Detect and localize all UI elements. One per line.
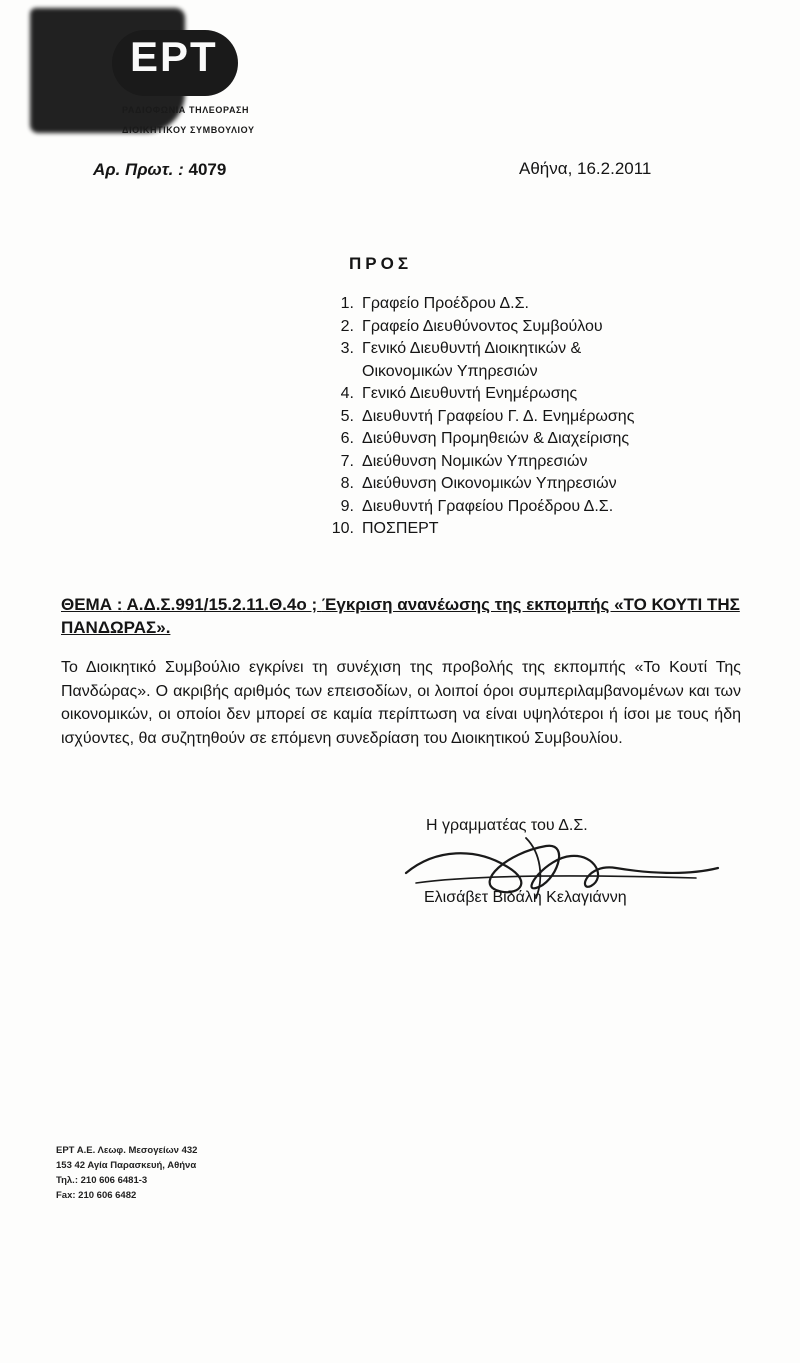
- footer-line: Τηλ.: 210 606 6481-3: [56, 1175, 148, 1186]
- list-item: 1. Γραφείο Προέδρου Δ.Σ.: [340, 295, 529, 312]
- list-item: 6. Διεύθυνση Προμηθειών & Διαχείρισης: [340, 430, 630, 447]
- body-paragraph: Το Διοικητικό Συμβούλιο εγκρίνει τη συνέχιση της προβολής της εκπομπής «Το Κουτί Της Πανδώρας». Ο ακριβής αριθμός των επεισοδίων, οι λοιποί όροι συμπεριλαμβανομένων και των οικονομικών, οι οποίοι δεν μπορεί σε καμία περίπτωση να είναι υψηλότεροι ή ίσοι με τους ήδη ισχύοντες, θα συζητηθούν σε επόμενη συνεδρίαση του Διοικητικού Συμβουλίου.: [61, 659, 741, 747]
- list-item: 10. ΠΟΣΠΕΡΤ: [331, 520, 439, 537]
- signatory-name: Ελισάβετ Βιδάλη Κελαγιάννη: [424, 889, 627, 906]
- list-item: 8. Διεύθυνση Οικονομικών Υπηρεσιών: [340, 475, 617, 492]
- protocol-value: 4079: [188, 160, 227, 179]
- list-item: 2. Γραφείο Διευθύνοντος Συμβούλου: [340, 317, 603, 335]
- recipients-list: [324, 293, 634, 541]
- footer-address: [56, 1143, 197, 1203]
- footer-line: ΕΡΤ Α.Ε. Λεωφ. Μεσογείων 432: [56, 1145, 198, 1156]
- org-name-line2: ΔΙΟΙΚΗΤΙΚΟΥ ΣΥΜΒΟΥΛΙΟΥ: [122, 125, 255, 135]
- signatory-title: Η γραμματέας του Δ.Σ.: [426, 817, 588, 834]
- ert-logo-text: ΕΡΤ: [130, 33, 218, 80]
- list-item: 4. Γενικό Διευθυντή Ενημέρωσης: [340, 385, 578, 402]
- subject-text: Έγκριση ανανέωσης της εκπομπής «ΤΟ ΚΟΥΤΙ ΤΗΣ ΠΑΝΔΩΡΑΣ».: [61, 595, 740, 637]
- protocol-number: [93, 160, 226, 180]
- footer-line: Fax: 210 606 6482: [56, 1190, 137, 1201]
- footer-line: 153 42 Αγία Παρασκευή, Αθήνα: [56, 1160, 197, 1171]
- place-date: Αθήνα, 16.2.2011: [519, 159, 652, 178]
- subject-label: ΘΕΜΑ :: [61, 595, 123, 614]
- subject-line: [61, 593, 741, 639]
- list-item: 7. Διεύθυνση Νομικών Υπηρεσιών: [340, 452, 588, 470]
- subject-reference: Α.Δ.Σ.991/15.2.11.Θ.4ο ;: [126, 595, 318, 614]
- list-item: 5. Διευθυντή Γραφείου Γ. Δ. Ενημέρωσης: [340, 407, 635, 425]
- protocol-label: Αρ. Πρωτ. :: [93, 160, 184, 179]
- list-item: 9. Διευθυντή Γραφείου Προέδρου Δ.Σ.: [340, 497, 614, 515]
- recipients-title: ΠΡΟΣ: [349, 254, 413, 273]
- list-item: 3. Γενικό Διευθυντή Διοικητικών &: [340, 340, 582, 357]
- org-name-line1: ΡΑΔΙΟΦΩΝΙΑ ΤΗΛΕΟΡΑΣΗ: [122, 105, 250, 115]
- list-item: Οικονομικών Υπηρεσιών: [362, 362, 538, 380]
